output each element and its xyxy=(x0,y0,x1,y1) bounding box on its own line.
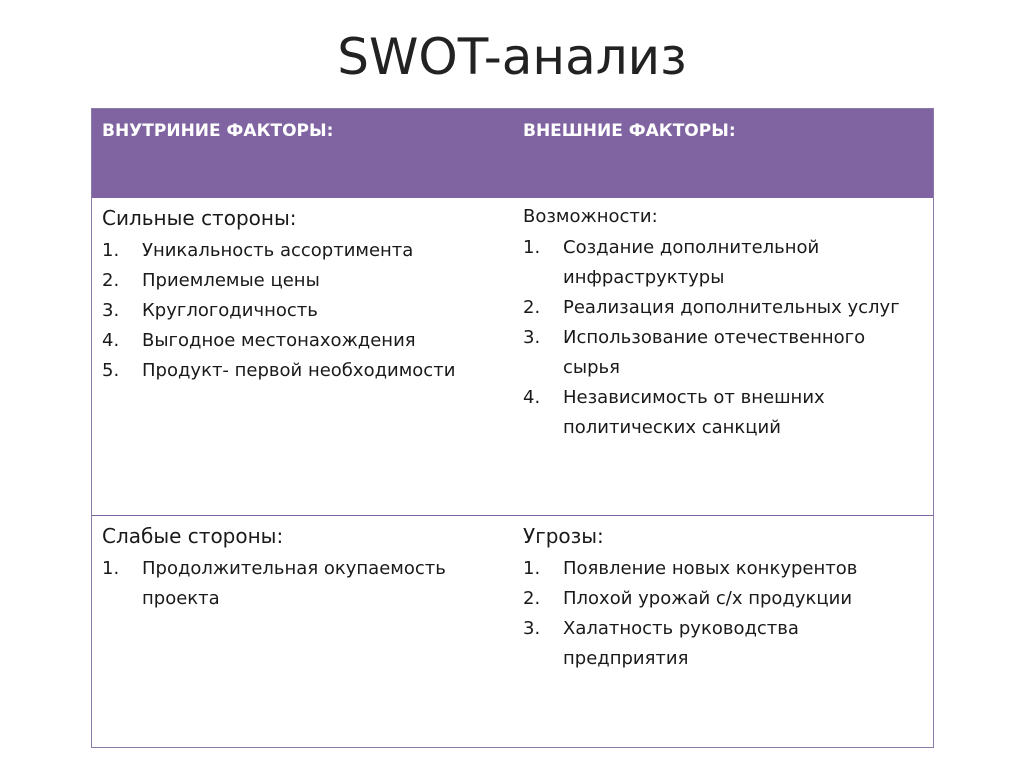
header-row xyxy=(92,109,933,197)
list-item: 2. Реализация дополнительных услуг xyxy=(523,297,900,318)
weaknesses-cell xyxy=(102,524,512,614)
list-item: 3. Круглогодичность xyxy=(102,300,318,321)
list-item: 1. Продолжительная окупаемость проекта xyxy=(102,558,446,609)
list-item: 5. Продукт- первой необходимости xyxy=(102,360,456,381)
threats-title: Угрозы: xyxy=(523,524,604,548)
strengths-title: Сильные стороны: xyxy=(102,206,297,230)
list-item: 1. Появление новых конкурентов xyxy=(523,558,858,579)
list-item: 2. Приемлемые цены xyxy=(102,270,320,291)
row-weaknesses-threats xyxy=(92,515,933,747)
row-strengths-opportunities xyxy=(92,197,933,515)
list-item: 3. Использование отечественного сырья xyxy=(523,327,866,378)
weaknesses-list xyxy=(102,554,512,614)
strengths-cell xyxy=(102,206,512,386)
swot-table xyxy=(91,108,934,748)
opportunities-title: Возможности: xyxy=(523,206,658,227)
list-item: 1. Создание дополнительной инфраструктуры xyxy=(523,237,820,288)
strengths-list xyxy=(102,236,512,386)
list-item: 4. Независимость от внешних политических санкций xyxy=(523,387,825,438)
weaknesses-title: Слабые стороны: xyxy=(102,524,284,548)
opportunities-list xyxy=(523,233,923,443)
threats-cell xyxy=(523,524,923,674)
list-item: 4. Выгодное местонахождения xyxy=(102,330,416,351)
header-internal: ВНУТРИНИЕ ФАКТОРЫ: xyxy=(102,121,334,141)
list-item: 3. Халатность руководства предприятия xyxy=(523,618,799,669)
slide-title: SWOT-анализ xyxy=(337,28,687,86)
opportunities-cell xyxy=(523,206,923,443)
threats-list xyxy=(523,554,923,674)
list-item: 1. Уникальность ассортимента xyxy=(102,240,414,261)
header-external: ВНЕШНИЕ ФАКТОРЫ: xyxy=(523,121,736,141)
list-item: 2. Плохой урожай с/х продукции xyxy=(523,588,853,609)
